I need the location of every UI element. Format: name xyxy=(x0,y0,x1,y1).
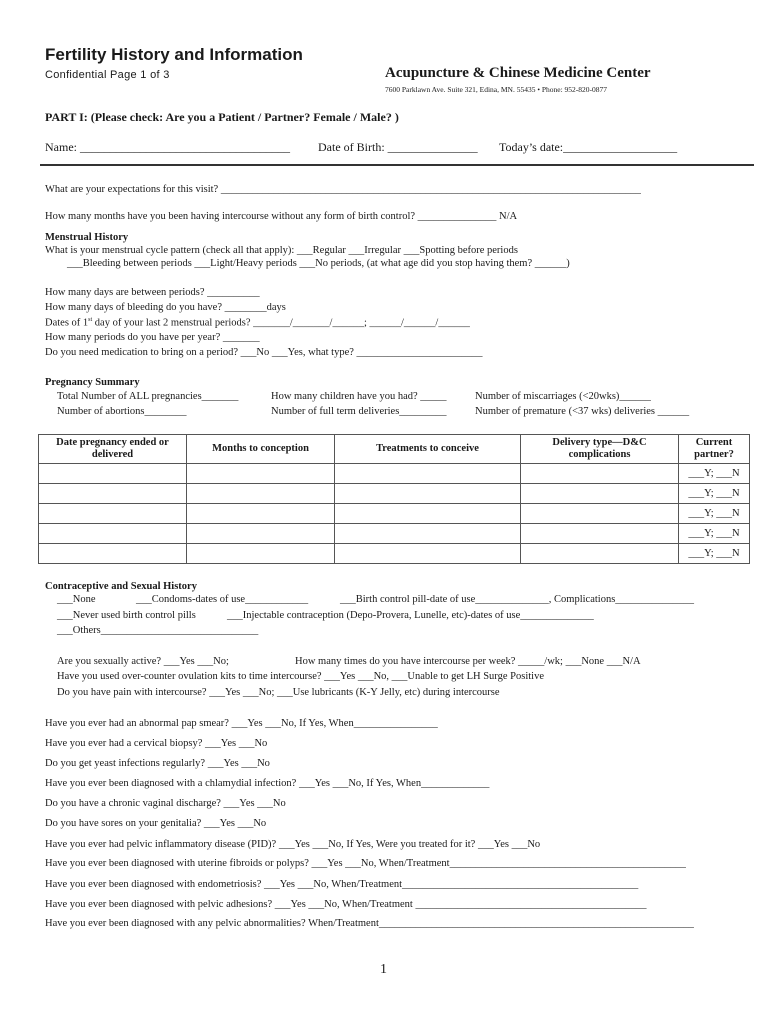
cycle-pattern-line1[interactable]: What is your menstrual cycle pattern (check all that apply): ___Regular ___Irregular ___Spotting before periods xyxy=(45,245,518,256)
days-between-periods[interactable]: How many days are between periods? __________ xyxy=(45,287,260,298)
header-divider xyxy=(40,164,754,166)
pelvic-abnormalities-question[interactable]: Have you ever been diagnosed with any pelvic abnormalities? When/Treatment____________________________________________________________ xyxy=(45,918,694,929)
table-cell[interactable] xyxy=(521,524,679,544)
table-header-row xyxy=(39,435,750,464)
menstrual-heading: Menstrual History xyxy=(45,232,129,243)
pid-question[interactable]: Have you ever had pelvic inflammatory disease (PID)? ___Yes ___No, If Yes, Were you treated for it? ___Yes ___No xyxy=(45,839,541,850)
vaginal-discharge-question[interactable]: Do you have a chronic vaginal discharge? ___Yes ___No xyxy=(45,798,286,809)
name-field[interactable]: Name: ___________________________________ xyxy=(45,140,290,154)
contraceptive-none[interactable]: ___None xyxy=(57,594,96,605)
table-row xyxy=(39,484,750,504)
premature-deliveries[interactable]: Number of premature (<37 wks) deliveries ______ xyxy=(475,406,690,417)
table-cell[interactable] xyxy=(521,544,679,564)
table-cell[interactable] xyxy=(39,504,187,524)
part1-heading: PART I: (Please check: Are you a Patient / Partner? Female / Male? ) xyxy=(45,110,399,124)
today-date-field[interactable]: Today’s date:___________________ xyxy=(499,140,678,154)
confidential-label: Confidential Page 1 of 3 xyxy=(45,69,170,81)
clinic-address: 7600 Parklawn Ave. Suite 321, Edina, MN. 55435 • Phone: 952-820-0877 xyxy=(385,85,608,94)
dob-field[interactable]: Date of Birth: _______________ xyxy=(318,140,478,154)
column-header-treatments: Treatments to conceive xyxy=(335,435,521,464)
periods-per-year[interactable]: How many periods do you have per year? _______ xyxy=(45,332,260,343)
cycle-pattern-line2[interactable]: ___Bleeding between periods ___Light/Heavy periods ___No periods, (at what age did you stop having them? ______) xyxy=(67,258,570,269)
contraceptive-others[interactable]: ___Others______________________________ xyxy=(57,625,259,636)
column-header-partner: Current partner? xyxy=(679,435,750,464)
form-title: Fertility History and Information xyxy=(45,45,303,64)
partner-yn-cell[interactable]: ___Y; ___N xyxy=(679,544,750,564)
table-cell[interactable] xyxy=(187,544,335,564)
partner-yn-cell[interactable]: ___Y; ___N xyxy=(679,464,750,484)
full-term-deliveries[interactable]: Number of full term deliveries_________ xyxy=(271,406,447,417)
table-cell[interactable] xyxy=(39,484,187,504)
last-period-dates[interactable]: Dates of 1st day of your last 2 menstrual periods? _______/_______/______; ______/______/______ xyxy=(45,317,470,329)
yeast-infection-question[interactable]: Do you get yeast infections regularly? ___Yes ___No xyxy=(45,758,270,769)
total-pregnancies[interactable]: Total Number of ALL pregnancies_______ xyxy=(57,391,239,402)
table-cell[interactable] xyxy=(335,504,521,524)
ovulation-kits[interactable]: Have you used over-counter ovulation kits to time intercourse? ___Yes ___No, ___Unable to get LH Surge Positive xyxy=(57,671,544,682)
table-cell[interactable] xyxy=(39,544,187,564)
column-header-date: Date pregnancy ended or delivered xyxy=(39,435,187,464)
pregnancy-heading: Pregnancy Summary xyxy=(45,377,140,388)
table-cell[interactable] xyxy=(187,524,335,544)
intercourse-per-week[interactable]: How many times do you have intercourse per week? _____/wk; ___None ___N/A xyxy=(295,656,641,667)
partner-yn-cell[interactable]: ___Y; ___N xyxy=(679,484,750,504)
table-cell[interactable] xyxy=(335,544,521,564)
table-cell[interactable] xyxy=(39,464,187,484)
intercourse-months-question[interactable]: How many months have you been having intercourse without any form of birth control? _______________ N/A xyxy=(45,211,518,222)
number-of-children[interactable]: How many children have you had? _____ xyxy=(271,391,447,402)
table-cell[interactable] xyxy=(521,484,679,504)
table-cell[interactable] xyxy=(521,464,679,484)
partner-yn-cell[interactable]: ___Y; ___N xyxy=(679,524,750,544)
table-cell[interactable] xyxy=(335,484,521,504)
table-cell[interactable] xyxy=(39,524,187,544)
table-cell[interactable] xyxy=(335,524,521,544)
table-row xyxy=(39,524,750,544)
column-header-delivery: Delivery type—D&C complications xyxy=(521,435,679,464)
contraceptive-heading: Contraceptive and Sexual History xyxy=(45,581,197,592)
pregnancy-table xyxy=(38,434,750,564)
genital-sores-question[interactable]: Do you have sores on your genitalia? ___Yes ___No xyxy=(45,818,267,829)
period-medication[interactable]: Do you need medication to bring on a period? ___No ___Yes, what type? ________________________ xyxy=(45,347,483,358)
sexually-active[interactable]: Are you sexually active? ___Yes ___No; xyxy=(57,656,229,667)
days-of-bleeding[interactable]: How many days of bleeding do you have? ________days xyxy=(45,302,286,313)
condoms-dates[interactable]: ___Condoms-dates of use____________ xyxy=(136,594,309,605)
chlamydia-question[interactable]: Have you ever been diagnosed with a chlamydial infection? ___Yes ___No, If Yes, When_____________ xyxy=(45,778,490,789)
table-cell[interactable] xyxy=(187,484,335,504)
never-used-pills[interactable]: ___Never used birth control pills xyxy=(57,610,196,621)
table-cell[interactable] xyxy=(521,504,679,524)
table-row xyxy=(39,504,750,524)
fibroids-question[interactable]: Have you ever been diagnosed with uterine fibroids or polyps? ___Yes ___No, When/Treatment_____________________________________________ xyxy=(45,858,686,869)
table-cell[interactable] xyxy=(187,464,335,484)
expectations-question[interactable]: What are your expectations for this visit? ________________________________________________________________________________ xyxy=(45,184,641,195)
partner-yn-cell[interactable]: ___Y; ___N xyxy=(679,504,750,524)
pelvic-adhesions-question[interactable]: Have you ever been diagnosed with pelvic adhesions? ___Yes ___No, When/Treatment ____________________________________________ xyxy=(45,899,647,910)
number-of-miscarriages[interactable]: Number of miscarriages (<20wks)______ xyxy=(475,391,651,402)
number-of-abortions[interactable]: Number of abortions________ xyxy=(57,406,187,417)
clinic-name: Acupuncture & Chinese Medicine Center xyxy=(385,65,651,81)
abnormal-pap-question[interactable]: Have you ever had an abnormal pap smear? ___Yes ___No, If Yes, When________________ xyxy=(45,718,438,729)
table-row xyxy=(39,464,750,484)
pain-with-intercourse[interactable]: Do you have pain with intercourse? ___Yes ___No; ___Use lubricants (K-Y Jelly, etc) during intercourse xyxy=(57,687,500,698)
table-cell[interactable] xyxy=(335,464,521,484)
column-header-months: Months to conception xyxy=(187,435,335,464)
table-row xyxy=(39,544,750,564)
cervical-biopsy-question[interactable]: Have you ever had a cervical biopsy? ___Yes ___No xyxy=(45,738,268,749)
birth-control-pill-dates[interactable]: ___Birth control pill-date of use______________, Complications_______________ xyxy=(340,594,695,605)
table-cell[interactable] xyxy=(187,504,335,524)
injectable-contraception[interactable]: ___Injectable contraception (Depo-Provera, Lunelle, etc)-dates of use______________ xyxy=(227,610,594,621)
page-number: 1 xyxy=(380,962,387,977)
endometriosis-question[interactable]: Have you ever been diagnosed with endometriosis? ___Yes ___No, When/Treatment_____________________________________________ xyxy=(45,879,639,890)
